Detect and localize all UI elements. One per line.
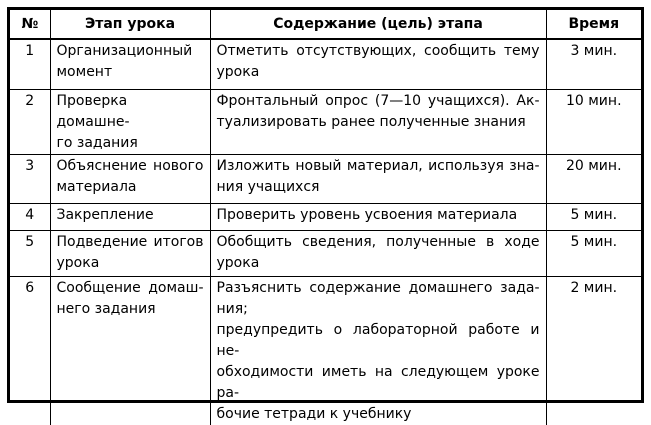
row-number: 5 (10, 230, 50, 276)
row-number: 3 (10, 154, 50, 203)
content-cell-line: туализировать ранее полученные знания (216, 113, 526, 130)
stage-cell-line: материала (56, 178, 137, 195)
time-cell: 2 мин. (546, 276, 641, 425)
content-cell-line: урока (216, 254, 260, 271)
content-cell-line: Разъяснить содержание домашнего зада- (216, 279, 540, 296)
stage-cell-line: Закрепление (56, 206, 154, 223)
content-cell (210, 230, 546, 276)
row-number: 2 (10, 89, 50, 154)
stage-cell-line: Проверка домашне- (56, 92, 130, 130)
content-cell-line: Фронтальный опрос (7—10 учащихся). Ак- (216, 92, 540, 109)
content-cell (210, 89, 546, 154)
time-cell: 5 мин. (546, 230, 641, 276)
content-cell-line: урока (216, 64, 260, 80)
stage-cell-line: момент (56, 64, 113, 80)
time-cell: 3 мин. (546, 39, 641, 89)
header-content: Содержание (цель) этапа (210, 10, 546, 39)
content-cell-line: ния учащихся (216, 178, 320, 195)
stage-cell (50, 230, 210, 276)
lesson-plan-frame (7, 7, 644, 422)
header-stage: Этап урока (50, 10, 210, 39)
stage-cell-line: го задания (56, 134, 138, 151)
stage-cell-line: Подведение итогов (56, 233, 204, 250)
stage-cell (50, 39, 210, 89)
table-row (10, 39, 641, 89)
stage-cell (50, 276, 210, 425)
table-row (10, 154, 641, 203)
content-cell (210, 203, 546, 230)
content-cell-line: бочие тетради к учебнику (216, 405, 412, 422)
table-row (10, 276, 641, 425)
row-number: 4 (10, 203, 50, 230)
content-cell-line: Отметить отсутствующих, сообщить тему (216, 43, 540, 59)
stage-cell-line: Сообщение домаш- (56, 279, 204, 296)
row-number: 1 (10, 39, 50, 89)
table-row (10, 89, 641, 154)
content-cell-line: Обобщить сведения, полученные в ходе (216, 233, 540, 250)
stage-cell-line: урока (56, 254, 100, 271)
header-num: № (10, 10, 50, 39)
stage-cell (50, 154, 210, 203)
stage-cell (50, 203, 210, 230)
content-cell-line: ния; (216, 300, 248, 317)
content-cell-line: Проверить уровень усвоения материала (216, 206, 518, 223)
stage-cell-line: Организационный (56, 43, 193, 59)
content-cell (210, 154, 546, 203)
time-cell: 5 мин. (546, 203, 641, 230)
time-cell: 10 мин. (546, 89, 641, 154)
content-cell (210, 39, 546, 89)
stage-cell-line: Объяснение нового (56, 157, 204, 174)
header-time: Время (546, 10, 641, 39)
content-cell-line: обходимости иметь на следующем уроке ра- (216, 363, 540, 401)
header-row (10, 10, 641, 39)
table-row (10, 230, 641, 276)
lesson-plan-table (10, 10, 641, 425)
content-cell-line: предупредить о лабораторной работе и не- (216, 321, 540, 359)
stage-cell (50, 89, 210, 154)
table-row (10, 203, 641, 230)
stage-cell-line: него задания (56, 300, 156, 317)
time-cell: 20 мин. (546, 154, 641, 203)
content-cell (210, 276, 546, 425)
content-cell-line: Изложить новый материал, используя зна- (216, 157, 540, 174)
row-number: 6 (10, 276, 50, 425)
